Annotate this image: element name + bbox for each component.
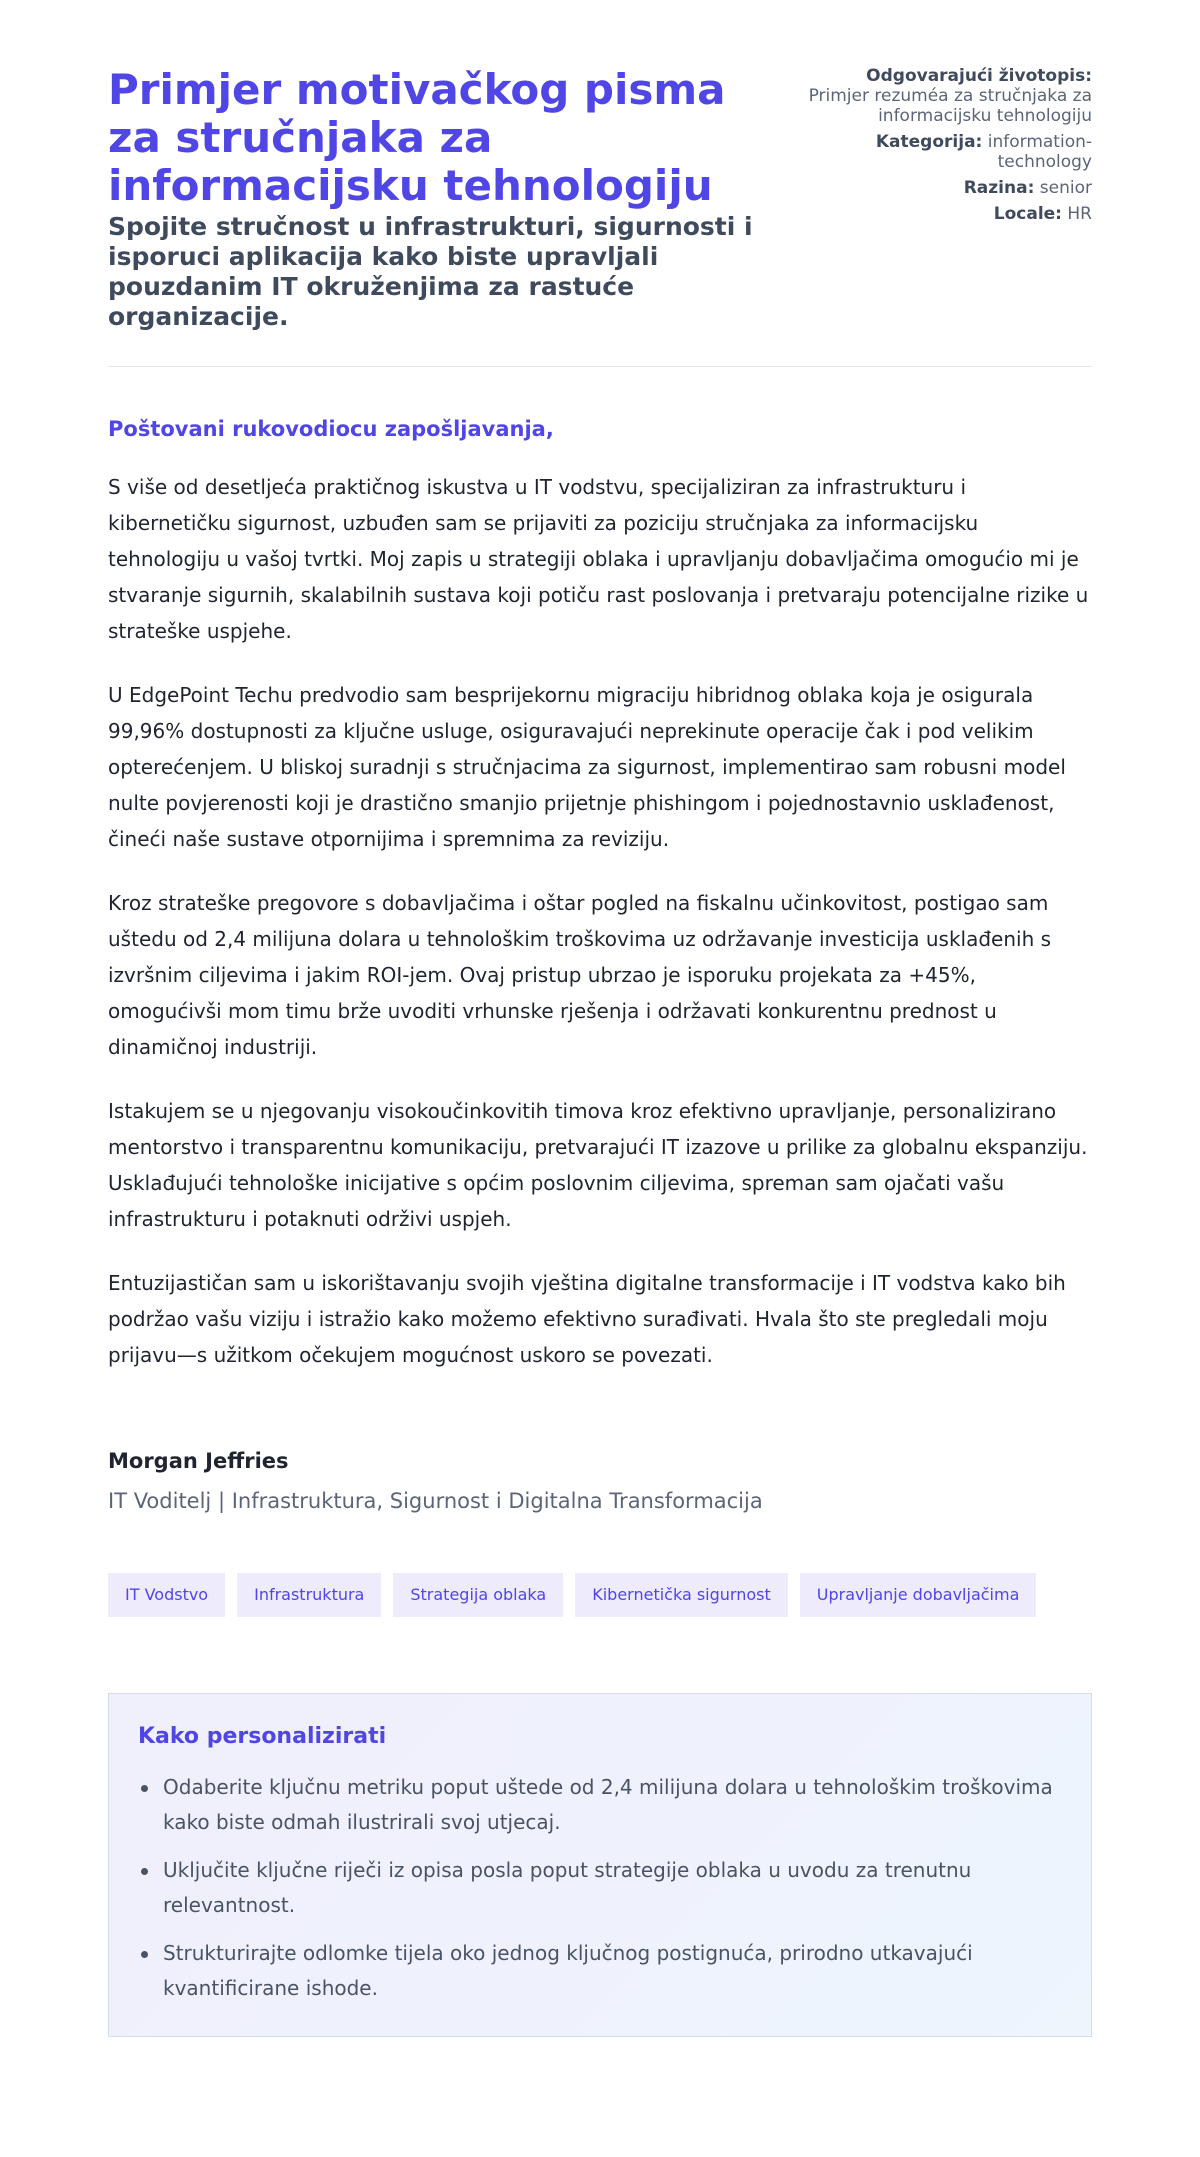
- meta-level: [792, 178, 1092, 198]
- skill-tag: Infrastruktura: [237, 1573, 381, 1617]
- skill-tag: Strategija oblaka: [393, 1573, 563, 1617]
- meta-resume: [792, 66, 1092, 126]
- letter-paragraph: Entuzijastičan sam u iskorištavanju svojih vještina digitalne transformacije i IT vodstva kako bih podržao vašu viziju i istražio kako možemo efektivno surađivati. Hvala što ste pregledali moju prijavu—s užitkom očekujem mogućnost uskoro se povezati.: [108, 1271, 1066, 1367]
- skill-tag: IT Vodstvo: [108, 1573, 225, 1617]
- tips-list-item: Uključite ključne riječi iz opisa posla poput strategije oblaka u uvodu za trenutnu relevantnost.: [138, 1853, 1063, 1923]
- signature-title: IT Voditelj | Infrastruktura, Sigurnost i Digitalna Transformacija: [108, 1489, 763, 1513]
- meta-locale-value: HR: [1067, 204, 1092, 224]
- title-block: [108, 66, 788, 332]
- page-subtitle: Spojite stručnost u infrastrukturi, sigurnosti i isporuci aplikacija kako biste upravljali pouzdanim IT okruženjima za rastuće organizacije.: [108, 212, 753, 331]
- letter-body: [108, 415, 1092, 1373]
- signature: [108, 1447, 1092, 1515]
- meta-locale: [792, 204, 1092, 224]
- meta-locale-label: Locale:: [993, 204, 1062, 224]
- page-title: Primjer motivačkog pisma za stručnjaka za informacijsku tehnologiju: [108, 65, 726, 210]
- letter-paragraph: U EdgePoint Techu predvodio sam besprijekornu migraciju hibridnog oblaka koja je osigurala 99,96% dostupnosti za ključne usluge, osiguravajući neprekinute operacije čak i pod velikim opterećenjem. U bliskoj suradnji s stručnjacima za sigurnost, implementirao sam robusni model nulte povjerenosti koji je drastično smanjio prijetnje phishingom i pojednostavnio usklađenost, čineći naše sustave otpornijima i spremnima za reviziju.: [108, 683, 1066, 851]
- header: [108, 66, 1092, 332]
- tips-list-item: Strukturirajte odlomke tijela oko jednog ključnog postignuća, prirodno utkavajući kvantificirane ishode.: [138, 1936, 1063, 2006]
- tips-title: Kako personalizirati: [138, 1724, 387, 1749]
- letter-paragraph: S više od desetljeća praktičnog iskustva u IT vodstvu, specijaliziran za infrastrukturu i kibernetičku sigurnost, uzbuđen sam se prijaviti za poziciju stručnjaka za informacijsku tehnologiju u vašoj tvrtki. Moj zapis u strategiji oblaka i upravljanju dobavljačima omogućio mi je stvaranje sigurnih, skalabilnih sustava koji potiču rast poslovanja i pretvaraju potencijalne rizike u strateške uspjehe.: [108, 475, 1089, 643]
- meta-level-label: Razina:: [963, 178, 1035, 198]
- meta-level-value: senior: [1039, 178, 1092, 198]
- meta-category-value: information-technology: [987, 132, 1092, 172]
- tips-list: [138, 1770, 1063, 2006]
- personalize-tips-box: [108, 1693, 1092, 2037]
- letter-greeting: Poštovani rukovodiocu zapošljavanja,: [108, 417, 554, 441]
- meta-resume-link[interactable]: Primjer rezuméa za stručnjaka za informacijsku tehnologiju: [808, 86, 1092, 126]
- meta-category-label: Kategorija:: [875, 132, 983, 152]
- meta-category: [792, 132, 1092, 172]
- letter-paragraph: Istakujem se u njegovanju visokoučinkovitih timova kroz efektivno upravljanje, personalizirano mentorstvo i transparentnu komunikaciju, pretvarajući IT izazove u prilike za globalnu ekspanziju. Usklađujući tehnološke inicijative s općim poslovnim ciljevima, spreman sam ojačati vašu infrastrukturu i potaknuti održivi uspjeh.: [108, 1099, 1088, 1231]
- meta-panel: [792, 66, 1092, 230]
- header-divider: [108, 366, 1092, 367]
- skill-tag: Upravljanje dobavljačima: [800, 1573, 1037, 1617]
- letter-paragraph: Kroz strateške pregovore s dobavljačima i oštar pogled na fiskalnu učinkovitost, postigao sam uštedu od 2,4 milijuna dolara u tehnološkim troškovima uz održavanje investicija usklađenih s izvršnim ciljevima i jakim ROI-jem. Ovaj pristup ubrzao je isporuku projekata za +45%, omogućivši mom timu brže uvoditi vrhunske rješenja i održavati konkurentnu prednost u dinamičnoj industriji.: [108, 891, 1052, 1059]
- skill-tag: Kibernetička sigurnost: [575, 1573, 788, 1617]
- signature-name: Morgan Jeffries: [108, 1449, 289, 1473]
- meta-resume-label: Odgovarajući životopis:: [866, 66, 1092, 86]
- tips-list-item: Odaberite ključnu metriku poput uštede od 2,4 milijuna dolara u tehnološkim troškovima kako biste odmah ilustrirali svoj utjecaj.: [138, 1770, 1063, 1840]
- skill-tags: [108, 1573, 1092, 1617]
